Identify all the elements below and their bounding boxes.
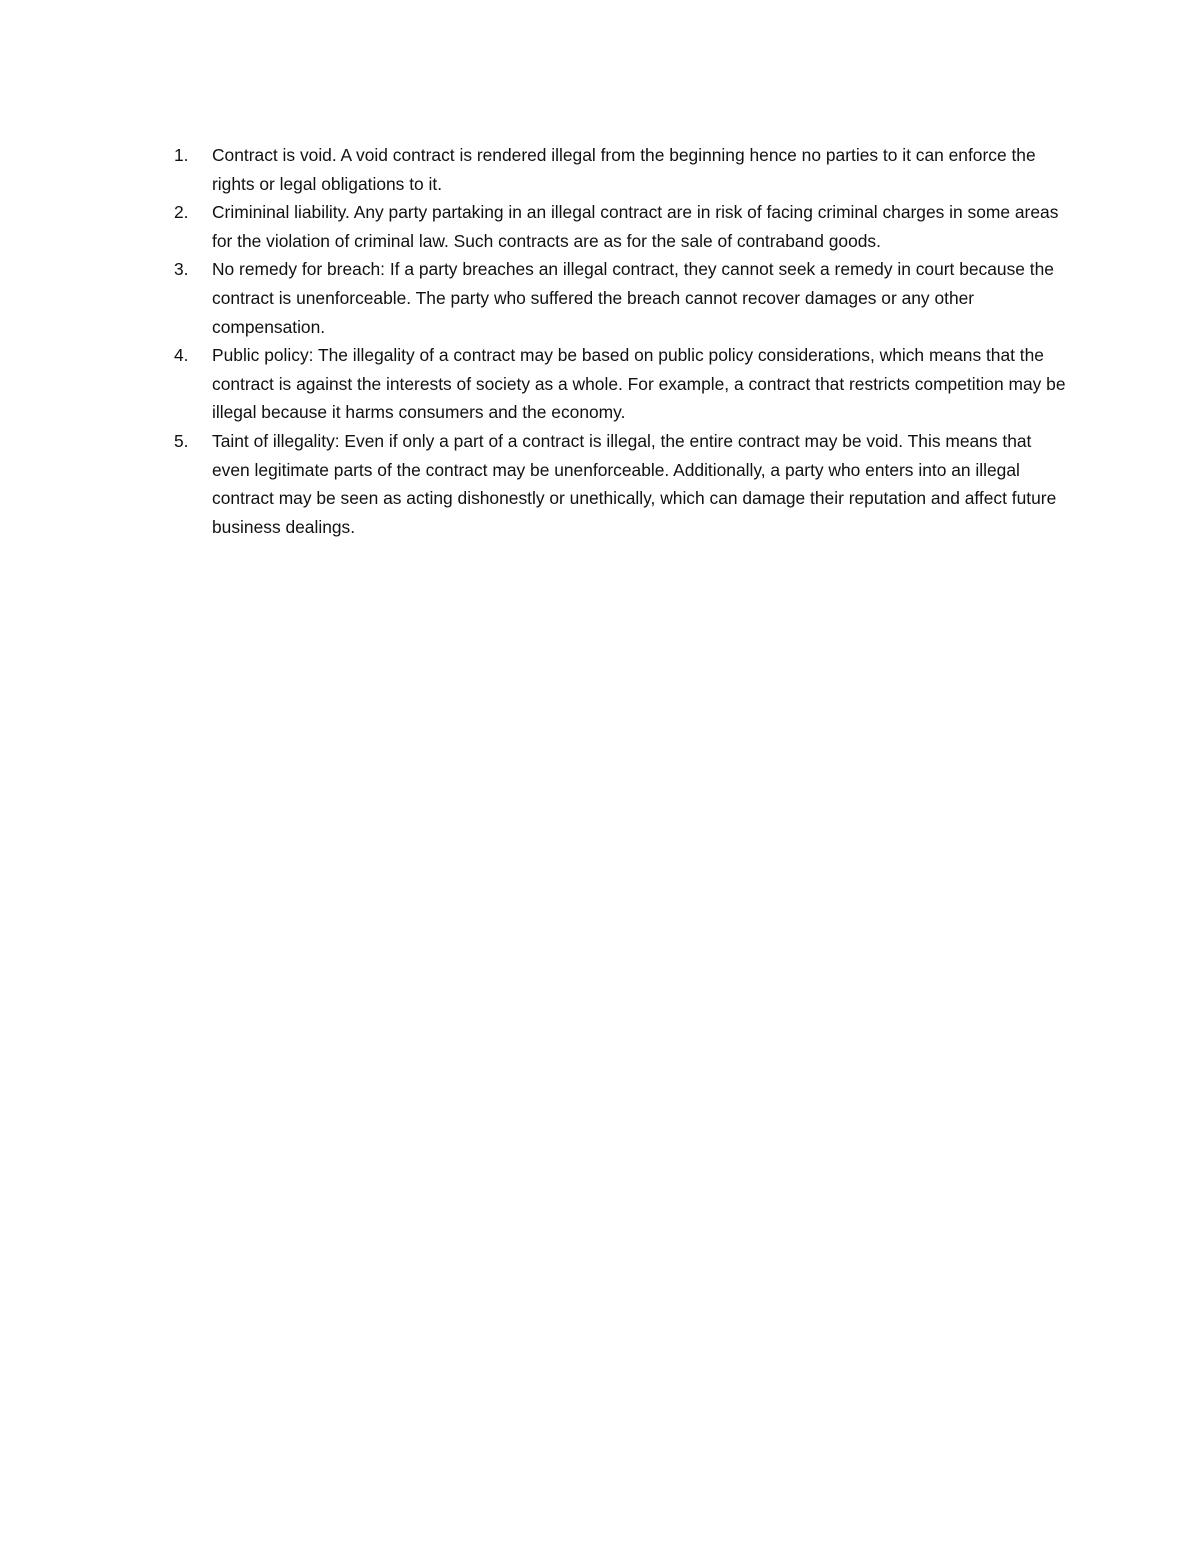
list-item-number: 5.	[174, 430, 189, 451]
list-item	[170, 427, 1070, 541]
list-item	[170, 341, 1070, 427]
list-item-number: 3.	[174, 259, 189, 280]
list-item-text: Crimininal liability. Any party partaking in an illegal contract are in risk of facing criminal charges in some areas for the violation of criminal law. Such contracts are as for the sale of contraband goods.	[212, 202, 1059, 251]
numbered-list	[170, 141, 1070, 541]
list-item-text: Public policy: The illegality of a contract may be based on public policy considerations, which means that the contract is against the interests of society as a whole. For example, a contract that restricts competition may be illegal because it harms consumers and the economy.	[212, 345, 1066, 423]
list-item-number: 2.	[174, 202, 189, 223]
list-item-text: Contract is void. A void contract is rendered illegal from the beginning hence no parties to it can enforce the rights or legal obligations to it.	[212, 145, 1036, 194]
list-item-text: Taint of illegality: Even if only a part of a contract is illegal, the entire contract may be void. This means that even legitimate parts of the contract may be unenforceable. Additionally, a party who enters into an illegal contract may be seen as acting dishonestly or unethically, which can damage their reputation and affect future business dealings.	[212, 430, 1057, 537]
list-item-number: 1.	[174, 145, 189, 165]
list-item	[170, 255, 1070, 341]
list-item	[170, 141, 1070, 198]
list-item-number: 4.	[174, 345, 189, 366]
list-item-text: No remedy for breach: If a party breaches an illegal contract, they cannot seek a remedy in court because the contract is unenforceable. The party who suffered the breach cannot recover damages or any other compensation.	[212, 259, 1054, 337]
list-item	[170, 198, 1070, 255]
